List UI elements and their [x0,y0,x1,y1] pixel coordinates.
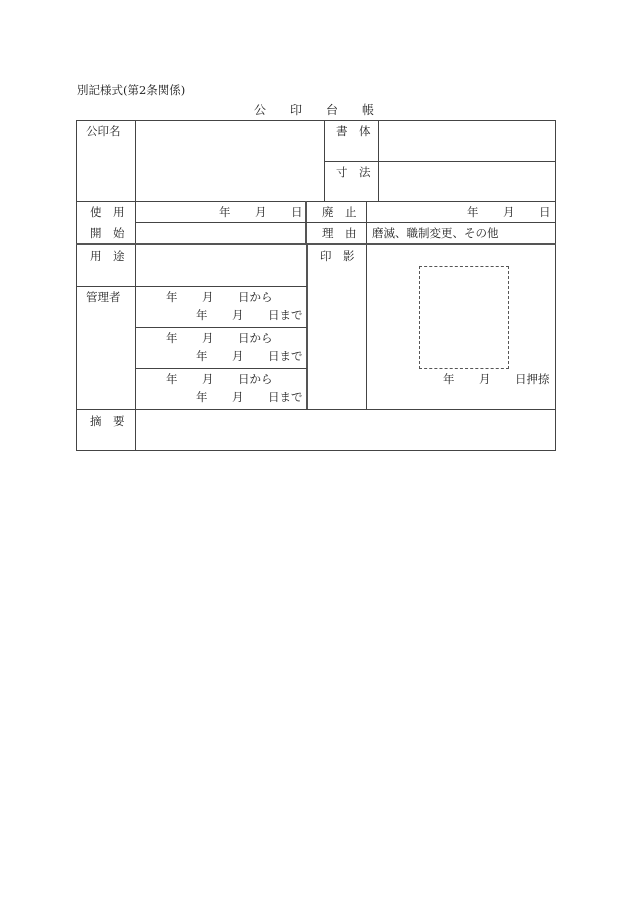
period-from-day: 日から [238,372,273,386]
use-start-year: 年 [219,205,231,219]
form-label: 別記様式(第2条関係) [77,83,186,97]
use-start-month: 月 [255,205,267,219]
abolition-month: 月 [503,205,515,219]
impression-label: 印 影 [320,249,355,263]
period-to-day: 日まで [268,390,303,404]
typeface-label: 書 体 [336,124,371,138]
seal-date-month: 月 [479,372,491,386]
page-title: 公 印 台 帳 [254,103,375,117]
reason-label: 理 由 [322,226,357,240]
reason-text: 磨滅、職制変更、その他 [372,226,499,240]
use-start-day: 日 [291,205,303,219]
period-from-month: 月 [202,290,214,304]
period-to-year: 年 [196,308,208,322]
period-from-month: 月 [202,331,214,345]
period-from-year: 年 [166,331,178,345]
remarks-label: 摘 要 [90,414,125,428]
period-to-month: 月 [232,390,244,404]
abolition-label: 廃 止 [322,205,357,219]
period-from-day: 日から [238,331,273,345]
seal-date-year: 年 [443,372,455,386]
use-start-label-2: 開 始 [90,226,125,240]
period-from-month: 月 [202,372,214,386]
dimensions-label: 寸 法 [336,165,371,179]
abolition-day: 日 [539,205,551,219]
period-to-month: 月 [232,308,244,322]
seal-date-day: 日押捺 [515,372,550,386]
seal-name-label: 公印名 [86,124,121,138]
period-to-day: 日まで [268,349,303,363]
seal-impression-box [419,266,509,369]
purpose-label: 用 途 [90,249,125,263]
period-to-year: 年 [196,349,208,363]
period-from-day: 日から [238,290,273,304]
period-from-year: 年 [166,372,178,386]
period-to-year: 年 [196,390,208,404]
period-to-day: 日まで [268,308,303,322]
manager-label: 管理者 [86,290,121,304]
period-to-month: 月 [232,349,244,363]
abolition-year: 年 [467,205,479,219]
period-from-year: 年 [166,290,178,304]
use-start-label-1: 使 用 [90,205,125,219]
